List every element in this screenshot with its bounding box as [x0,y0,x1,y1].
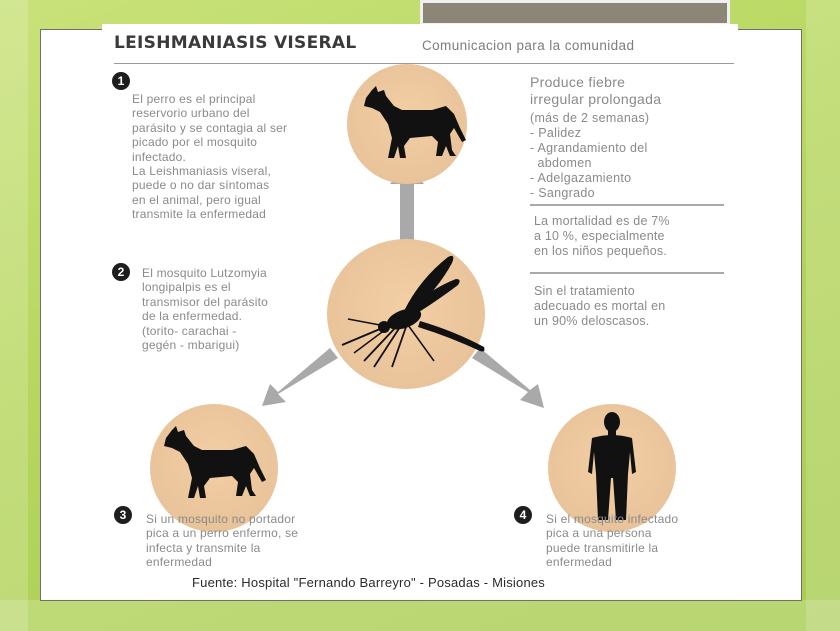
symptom-item: - Sangrado [530,186,595,200]
symptom-item: - Adelgazamiento [530,171,632,185]
infographic-subtitle: Comunicacion para la comunidad [422,38,635,53]
source-credit: Fuente: Hospital "Fernando Barreyro" - Posadas - Misiones [192,575,546,590]
step-3-text: Si un mosquito no portador pica a un perro enfermo, se infecta y transmite la enfermedad [146,512,299,570]
step-number: 2 [112,263,130,281]
mosquito-icon [334,249,494,369]
mortality-text: La mortalidad es de 7% a 10 %, especialmente en los niños pequeños. [534,214,670,258]
step-2-text: El mosquito Lutzomyia longipalpis es el transmisor del parásito de la enfermedad. (torito- carachai - gegén - mbarigui) [142,266,268,353]
step-number: 1 [112,72,130,90]
symptoms-duration: (más de 2 semanas) [530,111,650,125]
background-tile [0,600,840,631]
background-tile [806,0,840,631]
mortality-divider [530,272,724,274]
symptoms-panel [530,74,730,201]
step-number: 3 [114,506,132,524]
background-tile [0,0,28,631]
dog-icon [362,84,472,164]
symptom-item: - Palidez [530,126,582,140]
step-1-text: El perro es el principal reservorio urbano del parásito y se contagia al ser picado por el mosquito infectado. La Leishmaniasis viseral, puede o no dar síntomas en el animal, pero igual transmite la enfermedad [132,92,288,222]
arrow-down-left [262,348,338,406]
untreated-text: Sin el tratamiento adecuado es mortal en un 90% deloscasos. [534,284,666,328]
symptom-item: - Agrandamiento del abdomen [530,141,648,170]
dog-icon [162,424,272,504]
step-4-text: Si el mosquito infectado pica a una persona puede transmitirle la enfermedad [546,512,679,570]
symptoms-divider [530,204,724,206]
step-number: 4 [514,506,532,524]
infographic [102,24,738,596]
slide-title-tab [420,0,730,26]
infographic-title: LEISHMANIASIS VISERAL [114,33,357,53]
symptoms-heading: Produce fiebre irregular prolongada [530,74,662,107]
person-icon [582,412,642,522]
